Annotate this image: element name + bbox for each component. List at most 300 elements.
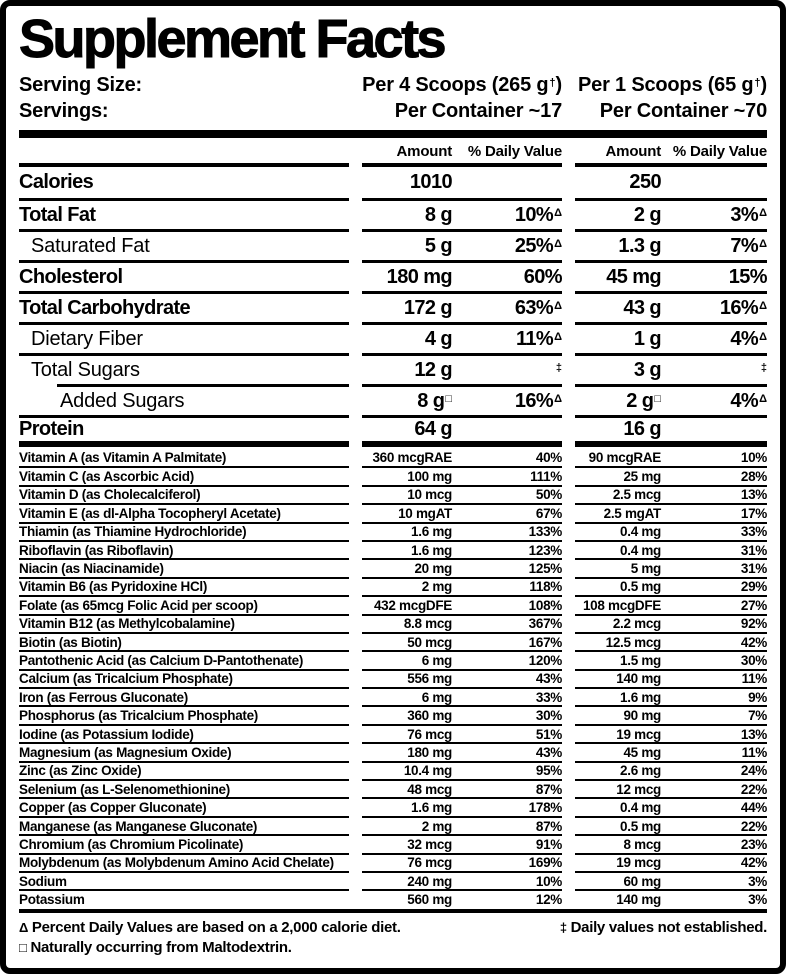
- column-gap: [349, 742, 362, 760]
- nutrient-name: Cholesterol: [19, 260, 349, 291]
- daily-value-col1: [452, 708, 562, 723]
- nutrient-name: Vitamin E (as dl-Alpha Tocopheryl Acetate): [19, 503, 349, 521]
- amount-text: 100 mg: [407, 469, 452, 485]
- daily-value-mark: Δ: [759, 237, 767, 250]
- amount-text: 90 mcgRAE: [588, 449, 661, 465]
- values-col1: [362, 650, 562, 668]
- daily-value-col1: [452, 635, 562, 650]
- values-col1: [362, 322, 562, 353]
- daily-value-col1: [452, 297, 562, 320]
- servings-label: Servings:: [19, 100, 109, 122]
- daily-value-col1: [452, 266, 562, 289]
- daily-value-text: 16%: [514, 389, 554, 412]
- amount-col2: [575, 598, 661, 613]
- daily-value-mark: Δ: [554, 392, 562, 405]
- daily-value-mark: ‡: [760, 361, 767, 374]
- dagger-mark: †: [549, 77, 556, 90]
- values-col1: [362, 724, 562, 742]
- daily-value-mark: Δ: [759, 299, 767, 312]
- nutrient-name: Thiamin (as Thiamine Hydrochloride): [19, 522, 349, 540]
- daily-value-text: 51%: [535, 726, 562, 742]
- amount-col2: [575, 727, 661, 742]
- daily-value-col1: [452, 616, 562, 631]
- amount-text: 2 g: [626, 389, 654, 412]
- daily-value-text: 50%: [535, 487, 562, 503]
- column-gap: [562, 448, 575, 466]
- amount-header-col2: Amount: [605, 143, 661, 160]
- daily-value-col2: [661, 598, 767, 613]
- daily-value-col1: [452, 745, 562, 760]
- daily-value-text: 22%: [740, 818, 767, 834]
- amount-col1: [362, 727, 452, 742]
- amount-header-col1: Amount: [396, 143, 452, 160]
- daily-value-text: 23%: [740, 836, 767, 852]
- values-col1: [362, 577, 562, 595]
- daily-value-text: 43%: [535, 671, 562, 687]
- column-gap: [562, 687, 575, 705]
- daily-value-text: 30%: [535, 708, 562, 724]
- amount-col1: [362, 616, 452, 631]
- column-gap: [562, 577, 575, 595]
- nutrient-row: [19, 614, 767, 632]
- amount-col2: [575, 745, 661, 760]
- values-col1: [362, 260, 562, 291]
- nutrient-row: [19, 448, 767, 466]
- column-gap: [562, 503, 575, 521]
- square-mark: □: [19, 939, 27, 955]
- column-gap: [349, 384, 362, 415]
- values-col1: [362, 485, 562, 503]
- amount-col2: [575, 892, 661, 907]
- nutrient-name: Iodine (as Potassium Iodide): [19, 724, 349, 742]
- daily-value-mark: Δ: [554, 237, 562, 250]
- daily-value-text: 3%: [748, 873, 767, 889]
- amount-text: 0.4 mg: [620, 542, 661, 558]
- nutrient-row: [19, 353, 767, 384]
- column-gap: [562, 540, 575, 558]
- values-col2: [575, 167, 767, 198]
- column-gap: [562, 229, 575, 260]
- nutrient-row: [19, 540, 767, 558]
- amount-text: 8 mcg: [623, 836, 661, 852]
- header-group-col2: [575, 141, 767, 167]
- column-gap: [562, 871, 575, 889]
- amount-col1: [362, 782, 452, 797]
- nutrient-name: Dietary Fiber: [19, 322, 349, 353]
- values-col2: [575, 291, 767, 322]
- daily-value-text: 11%: [515, 327, 554, 350]
- amount-col1: [362, 524, 452, 539]
- amount-col2: [575, 782, 661, 797]
- daily-value-text: 169%: [528, 855, 562, 871]
- amount-col1: [362, 487, 452, 502]
- values-col1: [362, 448, 562, 466]
- daily-value-text: 108%: [528, 597, 562, 613]
- daily-value-col1: [452, 450, 562, 465]
- nutrient-row: [19, 816, 767, 834]
- daily-value-header-col1: % Daily Value: [467, 143, 562, 160]
- header-group-col1: [362, 141, 562, 167]
- daily-value-text: 133%: [528, 524, 562, 540]
- values-col1: [362, 779, 562, 797]
- nutrient-name: Manganese (as Manganese Gluconate): [19, 816, 349, 834]
- column-gap: [562, 384, 575, 415]
- amount-col2: [575, 543, 661, 558]
- amount-text: 45 mg: [623, 744, 661, 760]
- values-col2: [575, 742, 767, 760]
- amount-text: 60 mg: [623, 873, 661, 889]
- column-gap: [562, 558, 575, 576]
- nutrient-name: Chromium (as Chromium Picolinate): [19, 834, 349, 852]
- values-col1: [362, 871, 562, 889]
- values-col1: [362, 834, 562, 852]
- daily-value-col1: [452, 579, 562, 594]
- nutrient-row: [19, 797, 767, 815]
- values-col2: [575, 705, 767, 723]
- values-col2: [575, 779, 767, 797]
- daily-value-col2: [661, 543, 767, 558]
- footnote-divider: [19, 909, 767, 913]
- column-gap: [562, 141, 575, 167]
- daily-value-col2: [661, 763, 767, 778]
- amount-text: 25 mg: [623, 469, 661, 485]
- amount-text: 8 g: [417, 389, 445, 412]
- values-col2: [575, 448, 767, 466]
- amount-col1: [362, 171, 452, 194]
- daily-value-col2: [661, 561, 767, 576]
- column-gap: [349, 724, 362, 742]
- values-col1: [362, 853, 562, 871]
- amount-col2: [575, 616, 661, 631]
- daily-value-col2: [661, 635, 767, 650]
- micronutrient-section: [19, 448, 767, 908]
- amount-text: 64 g: [414, 418, 452, 440]
- daily-value-text: 87%: [535, 781, 562, 797]
- nutrient-row: [19, 577, 767, 595]
- macronutrient-section: [19, 167, 767, 446]
- amount-text: 172 g: [403, 296, 452, 319]
- nutrient-row: [19, 632, 767, 650]
- daily-value-col2: [661, 892, 767, 907]
- amount-col2: [575, 635, 661, 650]
- column-gap: [562, 466, 575, 484]
- values-col2: [575, 466, 767, 484]
- nutrient-row: [19, 889, 767, 907]
- values-col2: [575, 761, 767, 779]
- daily-value-col2: [661, 653, 767, 668]
- column-gap: [349, 503, 362, 521]
- table-header-row: [19, 141, 767, 167]
- nutrient-name: Pantothenic Acid (as Calcium D-Pantothenate): [19, 650, 349, 668]
- column-gap: [349, 632, 362, 650]
- footnote-daily-values-text: Percent Daily Values are based on a 2,000 calorie diet.: [31, 918, 401, 936]
- column-gap: [349, 485, 362, 503]
- daily-value-col1: [452, 359, 562, 382]
- nutrient-row: [19, 669, 767, 687]
- daily-value-text: 28%: [740, 469, 767, 485]
- daily-value-col1: [452, 390, 562, 413]
- nutrient-name: Copper (as Copper Gluconate): [19, 797, 349, 815]
- daily-value-text: 367%: [528, 616, 562, 632]
- daily-value-text: 40%: [535, 449, 562, 465]
- amount-col2: [575, 359, 661, 382]
- amount-text: 12.5 mcg: [605, 634, 661, 650]
- amount-col2: [575, 690, 661, 705]
- daily-value-col1: [452, 874, 562, 889]
- amount-text: 1.3 g: [618, 234, 661, 257]
- daily-value-text: 60%: [523, 265, 562, 288]
- footnotes: [19, 918, 767, 958]
- serving-size-col2: [575, 72, 767, 101]
- daily-value-text: 7%: [730, 234, 759, 257]
- nutrient-row: [19, 415, 767, 446]
- daily-value-text: 9%: [748, 689, 767, 705]
- values-col1: [362, 669, 562, 687]
- nutrient-row: [19, 761, 767, 779]
- amount-col2: [575, 266, 661, 289]
- footnote-daily-values: [19, 918, 401, 938]
- header-spacer: [19, 141, 349, 167]
- amount-col2: [575, 855, 661, 870]
- daily-value-col2: [661, 727, 767, 742]
- amount-text: 2 g: [633, 203, 661, 226]
- column-gap: [562, 853, 575, 871]
- daily-value-col2: [661, 297, 767, 320]
- amount-col1: [362, 359, 452, 382]
- values-col2: [575, 558, 767, 576]
- amount-col2: [575, 763, 661, 778]
- nutrient-row: [19, 595, 767, 613]
- values-col2: [575, 632, 767, 650]
- nutrient-row: [19, 229, 767, 260]
- amount-col1: [362, 671, 452, 686]
- amount-col2: [575, 506, 661, 521]
- values-col1: [362, 816, 562, 834]
- daily-value-col1: [452, 204, 562, 227]
- column-gap: [349, 415, 362, 447]
- values-col2: [575, 229, 767, 260]
- column-gap: [349, 558, 362, 576]
- daily-value-col2: [661, 450, 767, 465]
- values-col2: [575, 614, 767, 632]
- amount-col2: [575, 708, 661, 723]
- daily-value-col2: [661, 616, 767, 631]
- column-gap: [562, 742, 575, 760]
- amount-col1: [362, 653, 452, 668]
- amount-col1: [362, 418, 452, 441]
- amount-col1: [362, 328, 452, 351]
- column-gap: [562, 816, 575, 834]
- daily-value-col2: [661, 579, 767, 594]
- serving-size-label: Serving Size:: [19, 74, 142, 96]
- amount-text: 2.2 mcg: [612, 616, 661, 632]
- amount-col2: [575, 671, 661, 686]
- column-gap: [349, 141, 362, 167]
- amount-text: 50 mcg: [407, 634, 452, 650]
- amount-col1: [362, 297, 452, 320]
- values-col2: [575, 522, 767, 540]
- nutrient-name: Selenium (as L-Selenomethionine): [19, 779, 349, 797]
- amount-col2: [575, 328, 661, 351]
- values-col1: [362, 384, 562, 415]
- values-col2: [575, 322, 767, 353]
- column-gap: [349, 291, 362, 322]
- nutrient-name: Calcium (as Tricalcium Phosphate): [19, 669, 349, 687]
- serving-size-col2-close: ): [760, 74, 767, 96]
- amount-text: 12 mcg: [616, 781, 661, 797]
- daily-value-text: 87%: [535, 818, 562, 834]
- nutrient-name: Vitamin D (as Cholecalciferol): [19, 485, 349, 503]
- column-gap: [349, 72, 362, 101]
- daily-value-col1: [452, 543, 562, 558]
- values-col1: [362, 742, 562, 760]
- values-col2: [575, 353, 767, 384]
- nutrient-row: [19, 198, 767, 229]
- daily-value-col1: [452, 671, 562, 686]
- column-gap: [562, 650, 575, 668]
- values-col2: [575, 650, 767, 668]
- values-col1: [362, 229, 562, 260]
- amount-col1: [362, 708, 452, 723]
- amount-col1: [362, 874, 452, 889]
- daily-value-text: 44%: [740, 800, 767, 816]
- serving-size-col1-text: Per 4 Scoops (265 g: [362, 74, 549, 96]
- values-col2: [575, 503, 767, 521]
- values-col2: [575, 816, 767, 834]
- column-gap: [562, 72, 575, 101]
- values-col2: [575, 485, 767, 503]
- values-col1: [362, 503, 562, 521]
- daily-value-mark: Δ: [554, 299, 562, 312]
- amount-text: 250: [629, 171, 661, 193]
- amount-col1: [362, 561, 452, 576]
- nutrient-name: Protein: [19, 415, 349, 447]
- amount-mark: □: [445, 392, 452, 405]
- column-gap: [349, 98, 362, 124]
- amount-col2: [575, 874, 661, 889]
- values-col1: [362, 353, 562, 384]
- daily-value-text: 120%: [528, 652, 562, 668]
- nutrient-name: Riboflavin (as Riboflavin): [19, 540, 349, 558]
- values-col1: [362, 687, 562, 705]
- amount-col2: [575, 837, 661, 852]
- column-gap: [562, 98, 575, 124]
- serving-info: [19, 72, 767, 124]
- daily-value-text: 125%: [528, 561, 562, 577]
- amount-text: 180 mg: [386, 265, 452, 288]
- daily-value-text: 123%: [528, 542, 562, 558]
- amount-text: 2 mg: [421, 818, 452, 834]
- amount-col1: [362, 266, 452, 289]
- daily-value-col1: [452, 524, 562, 539]
- column-gap: [349, 614, 362, 632]
- amount-col1: [362, 543, 452, 558]
- daily-value-text: 3%: [730, 203, 759, 226]
- daily-value-text: 4%: [730, 389, 759, 412]
- nutrient-row: [19, 260, 767, 291]
- daily-value-text: 178%: [528, 800, 562, 816]
- amount-text: 556 mg: [407, 671, 452, 687]
- amount-col2: [575, 450, 661, 465]
- column-gap: [562, 889, 575, 907]
- column-gap: [562, 167, 575, 198]
- amount-text: 1.6 mg: [411, 524, 452, 540]
- column-gap: [349, 816, 362, 834]
- daily-value-text: 10%: [535, 873, 562, 889]
- values-col1: [362, 558, 562, 576]
- nutrient-row: [19, 522, 767, 540]
- amount-col2: [575, 653, 661, 668]
- column-gap: [349, 687, 362, 705]
- nutrient-row: [19, 687, 767, 705]
- amount-col1: [362, 800, 452, 815]
- amount-col2: [575, 204, 661, 227]
- values-col2: [575, 540, 767, 558]
- amount-col1: [362, 450, 452, 465]
- amount-text: 360 mcgRAE: [372, 449, 452, 465]
- amount-text: 2 mg: [421, 579, 452, 595]
- dagger-mark: †: [754, 77, 761, 90]
- daily-value-text: 7%: [748, 708, 767, 724]
- daily-value-text: 15%: [728, 265, 767, 288]
- values-col2: [575, 669, 767, 687]
- nutrient-row: [19, 705, 767, 723]
- amount-text: 19 mcg: [616, 855, 661, 871]
- values-col2: [575, 384, 767, 415]
- column-gap: [349, 522, 362, 540]
- daily-value-text: 22%: [740, 781, 767, 797]
- nutrient-row: [19, 466, 767, 484]
- column-gap: [349, 260, 362, 291]
- column-gap: [562, 595, 575, 613]
- daily-value-col2: [661, 235, 767, 258]
- daily-value-text: 10%: [740, 449, 767, 465]
- values-col2: [575, 889, 767, 907]
- amount-text: 1.6 mg: [411, 800, 452, 816]
- column-gap: [349, 167, 362, 198]
- servings-row: [19, 98, 767, 124]
- amount-text: 240 mg: [407, 873, 452, 889]
- amount-text: 432 mcgDFE: [373, 597, 452, 613]
- daily-value-col2: [661, 874, 767, 889]
- amount-text: 6 mg: [421, 689, 452, 705]
- values-col1: [362, 540, 562, 558]
- values-col2: [575, 595, 767, 613]
- nutrient-row: [19, 167, 767, 198]
- daily-value-col1: [452, 469, 562, 484]
- column-gap: [562, 415, 575, 447]
- section-divider-bar: [19, 130, 767, 138]
- nutrient-row: [19, 384, 767, 415]
- column-gap: [349, 761, 362, 779]
- double-dagger-mark: ‡: [559, 919, 567, 935]
- column-gap: [349, 853, 362, 871]
- daily-value-col1: [452, 837, 562, 852]
- column-gap: [349, 889, 362, 907]
- daily-value-text: 30%: [740, 652, 767, 668]
- daily-value-text: 67%: [535, 505, 562, 521]
- daily-value-col2: [661, 204, 767, 227]
- nutrient-row: [19, 322, 767, 353]
- amount-col1: [362, 855, 452, 870]
- amount-col1: [362, 763, 452, 778]
- daily-value-text: 16%: [719, 296, 759, 319]
- daily-value-col1: [452, 690, 562, 705]
- daily-value-mark: Δ: [759, 392, 767, 405]
- nutrient-name: Phosphorus (as Tricalcium Phosphate): [19, 705, 349, 723]
- column-gap: [562, 353, 575, 384]
- daily-value-mark: Δ: [554, 330, 562, 343]
